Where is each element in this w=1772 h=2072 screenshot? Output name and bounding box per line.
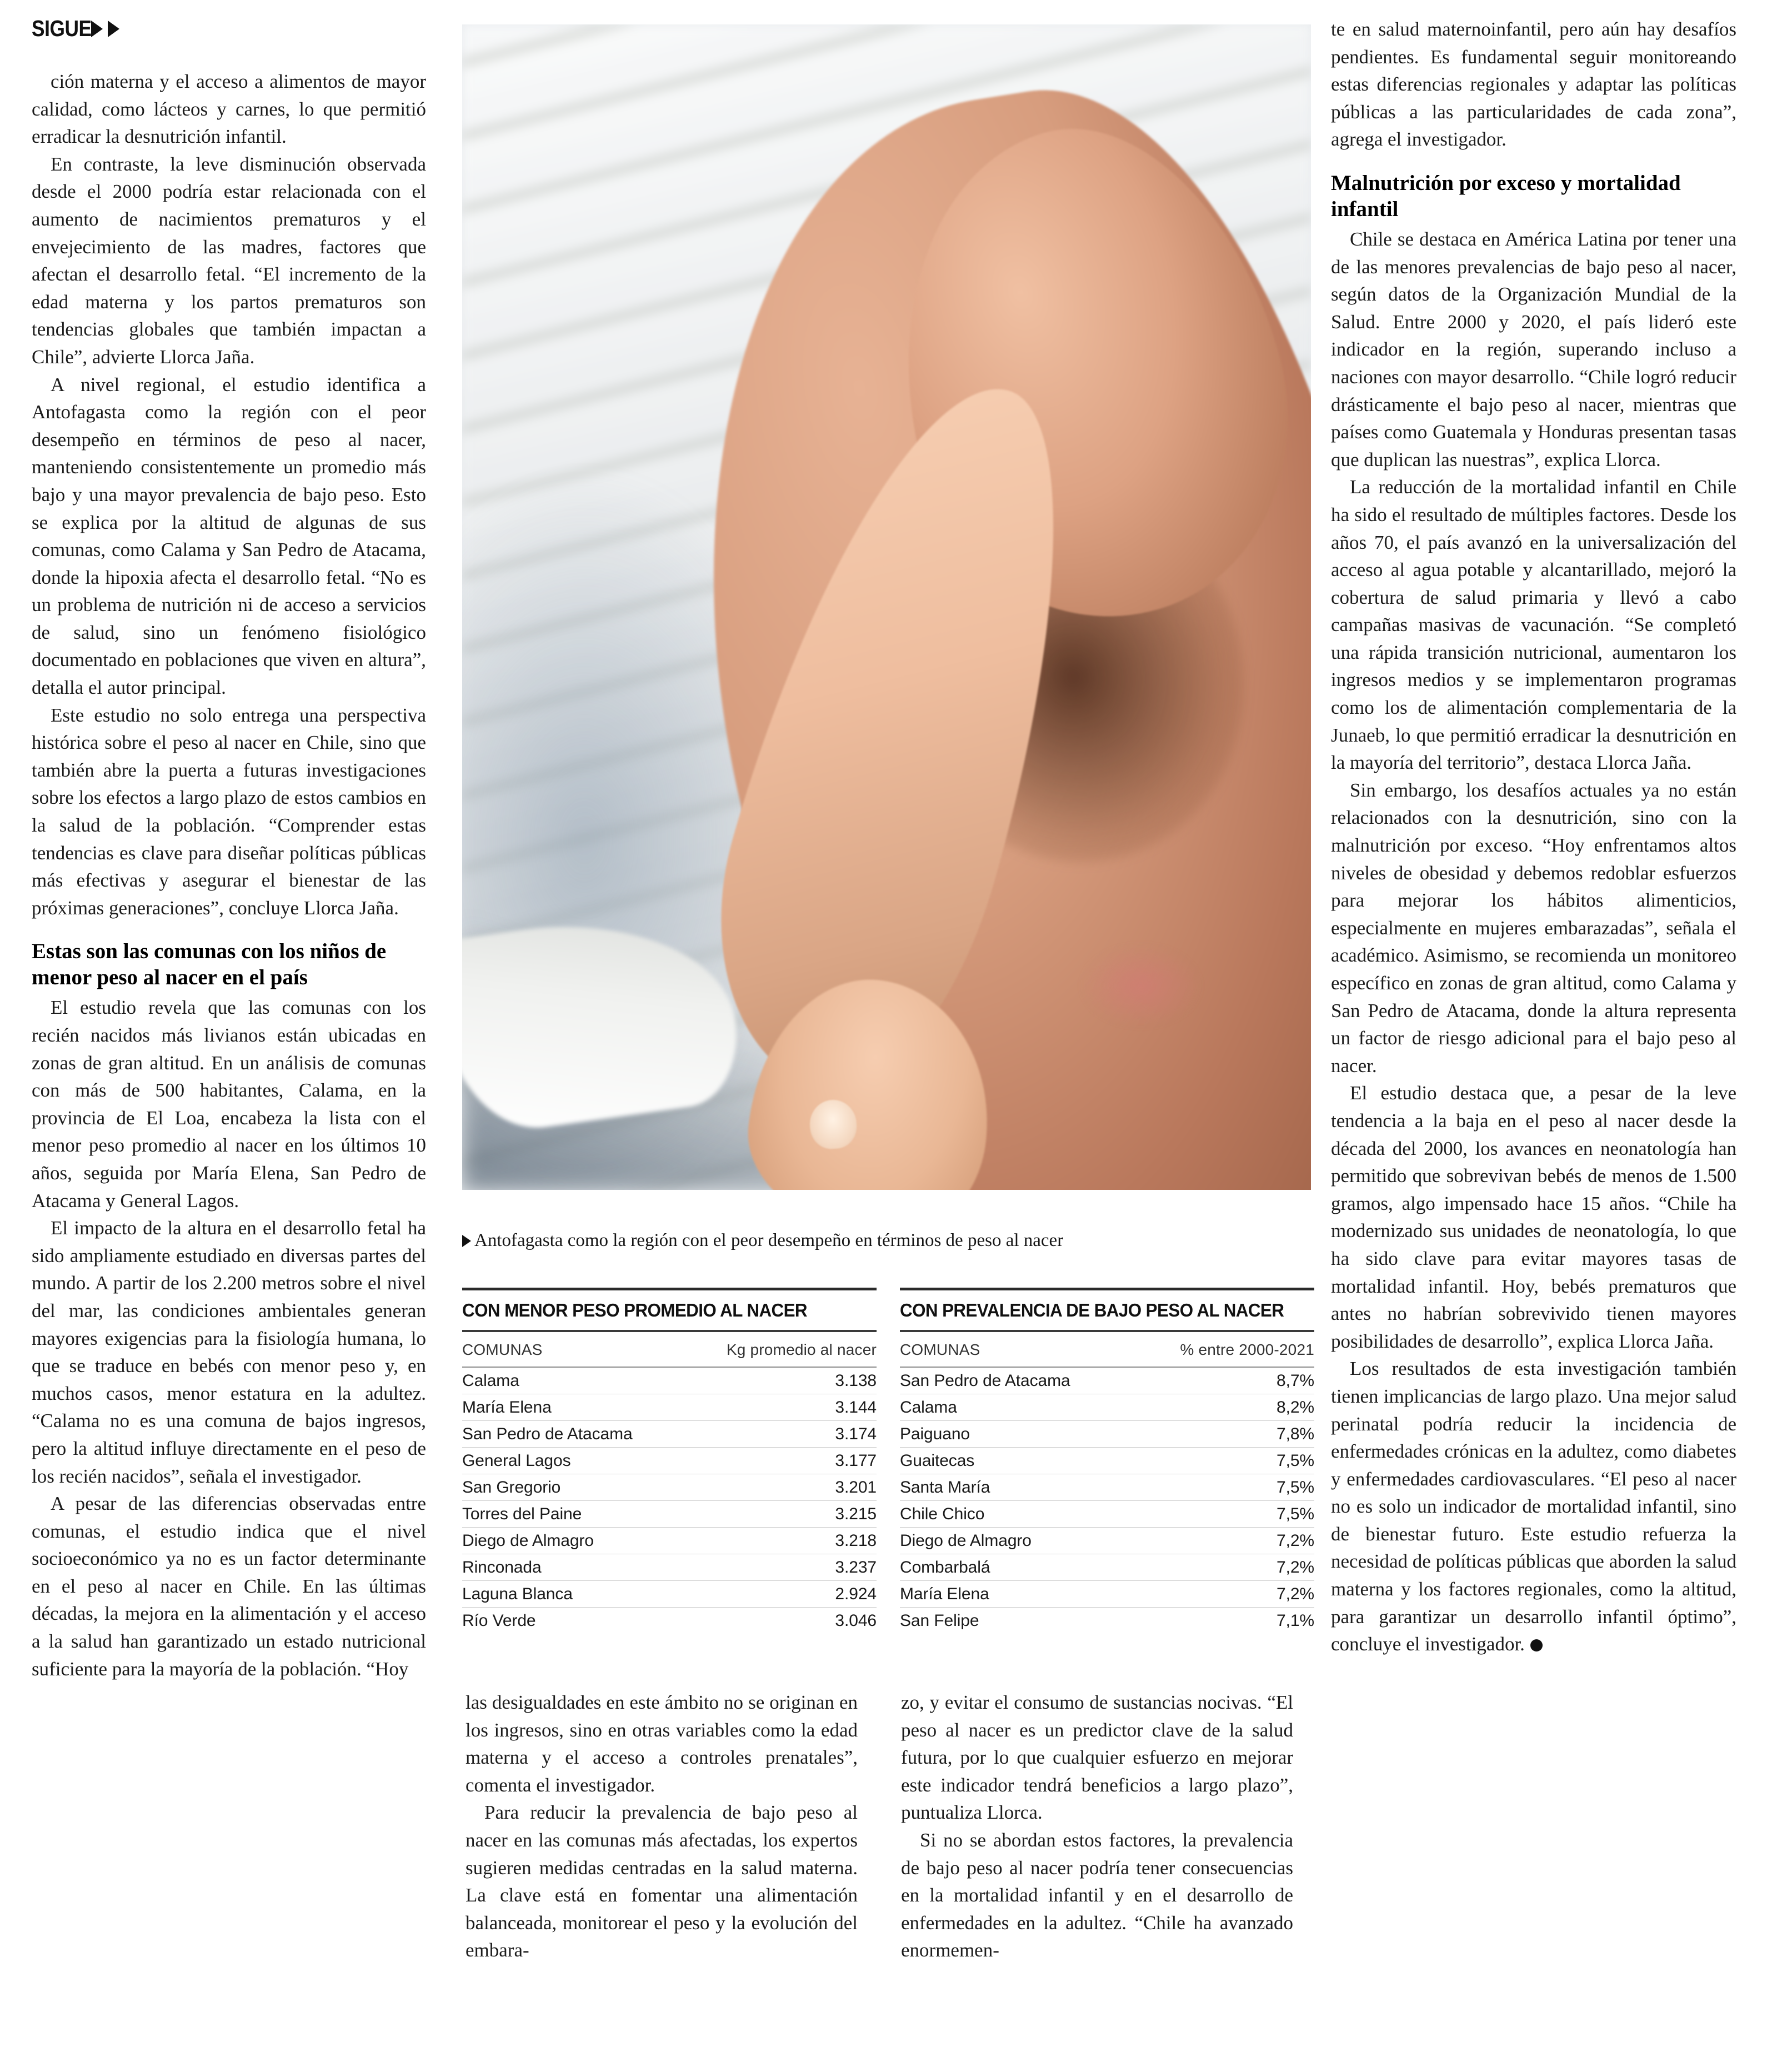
table-row xyxy=(900,1394,1314,1421)
paragraph: Este estudio no solo entrega una perspectiva histórica sobre el peso al nacer en Chile, sino que también abre la puerta a futuras investigaciones sobre los efectos a largo plazo de estos cambios en la salud de la población. “Comprender estas tendencias es clave para diseñar políticas públicas más efectivas y asegurar el bienestar de las próximas generaciones”, concluye Llorca Jaña. xyxy=(32,704,426,919)
table-row xyxy=(462,1394,877,1421)
triangle-right-icon xyxy=(91,21,103,37)
table-row xyxy=(462,1581,877,1608)
table-cell-value: 7,2% xyxy=(1277,1585,1314,1603)
table-cell-value: 3.218 xyxy=(835,1532,877,1550)
table-cell-value: 7,8% xyxy=(1277,1425,1314,1443)
paragraph: ción materna y el acceso a alimentos de mayor calidad, como lácteos y carnes, lo que permitió erradicar la desnutrición infantil. xyxy=(32,71,426,148)
article-column-4 xyxy=(1331,16,1736,1658)
table-cell-value: 2.924 xyxy=(835,1585,877,1603)
table-cell-comuna: San Pedro de Atacama xyxy=(900,1372,1070,1390)
table-cell-value: 7,2% xyxy=(1277,1532,1314,1550)
table-cell-comuna: Laguna Blanca xyxy=(462,1585,573,1603)
table-cell-comuna: Combarbalá xyxy=(900,1558,990,1576)
section-subhead: Estas son las comunas con los niños de menor peso al nacer en el país xyxy=(32,939,387,990)
table-row xyxy=(900,1501,1314,1528)
table-cell-value: 7,5% xyxy=(1277,1505,1314,1523)
table-cell-value: 7,5% xyxy=(1277,1478,1314,1497)
table-cell-comuna: Diego de Almagro xyxy=(900,1532,1032,1550)
table-cell-value: 3.138 xyxy=(835,1372,877,1390)
table-title: CON MENOR PESO PROMEDIO AL NACER xyxy=(462,1300,808,1320)
table-cell-value: 3.177 xyxy=(835,1452,877,1470)
table-row xyxy=(462,1554,877,1581)
paragraph: A nivel regional, el estudio identifica a Antofagasta como la región con el peor desempeño en términos de peso al nacer, manteniendo consistentemente un promedio más bajo y una mayor prevalencia de bajo peso. Esto se explica por la altitud de algunas de sus comunas, como Calama y San Pedro de Atacama, donde la hipoxia afecta el desarrollo fetal. “No es un problema de nutrición ni de acceso a servicios de salud, sino un fenómeno fisiológico documentado en poblaciones que viven en altura”, detalla el autor principal. xyxy=(32,373,426,699)
table-cell-value: 3.144 xyxy=(835,1398,877,1417)
table-cell-comuna: María Elena xyxy=(462,1398,552,1417)
table-cell-comuna: Calama xyxy=(462,1372,519,1390)
photo-fabric-detail xyxy=(1082,945,1200,1027)
table-cell-value: 7,5% xyxy=(1277,1452,1314,1470)
article-column-2-bottom xyxy=(465,1689,858,1964)
table-header-row xyxy=(462,1332,877,1367)
table-row xyxy=(900,1421,1314,1448)
table-row xyxy=(900,1554,1314,1581)
paragraph: Si no se abordan estos factores, la prevalencia de bajo peso al nacer podría tener consecuencias en la mortalidad infantil y en el desarrollo de enfermedades en la adultez. “Chile ha avanzado enormemen- xyxy=(901,1829,1293,1961)
paragraph: El impacto de la altura en el desarrollo fetal ha sido ampliamente estudiado en diversas partes del mundo. A partir de los 2.200 metros sobre el nivel del mar, las condiciones ambientales generan mayores exigencias para la fisiología humana, lo que se traduce en bebés con menor peso y, en muchos casos, menor estatura en la adultez. “Calama no es una comuna de bajos ingresos, pero la altitud influye directamente en el peso de los recién nacidos”, señala el investigador. xyxy=(32,1217,426,1487)
table-menor-peso-promedio xyxy=(462,1288,877,1634)
paragraph: La reducción de la mortalidad infantil en Chile ha sido el resultado de múltiples factores. Desde los años 70, el país avanzó en la universalización del acceso al agua potable y alcantarillado, mejoró la cobertura de salud primaria y llevó a cabo campañas masivas de vacunación. “Se completó una rápida transición nutricional, aumentaron los ingresos medios y se implementaron programas como los de alimentación complementaria de la Junaeb, lo que permitió erradicar la desnutrición en la mayoría del territorio”, destaca Llorca Jaña. xyxy=(1331,476,1736,774)
table-cell-comuna: Diego de Almagro xyxy=(462,1532,594,1550)
table-cell-comuna: Santa María xyxy=(900,1478,990,1497)
paragraph: Para reducir la prevalencia de bajo peso al nacer en las comunas más afectadas, los expertos sugieren medidas centradas en la salud materna. La clave está en fomentar una alimentación balanceada, monitorear el peso y la evolución del embara- xyxy=(465,1801,858,1961)
sigue-label: SIGUE xyxy=(32,16,92,41)
table-cell-value: 3.046 xyxy=(835,1611,877,1630)
table-row xyxy=(900,1448,1314,1474)
table-row xyxy=(462,1368,877,1394)
table-cell-comuna: Torres del Paine xyxy=(462,1505,582,1523)
table-cell-comuna: General Lagos xyxy=(462,1452,571,1470)
article-column-3-bottom xyxy=(901,1689,1293,1964)
table-header-comunas: COMUNAS xyxy=(462,1341,543,1358)
photo-caption-text: Antofagasta como la región con el peor desempeño en términos de peso al nacer xyxy=(474,1230,1064,1250)
table-row xyxy=(462,1448,877,1474)
paragraph: En contraste, la leve disminución observada desde el 2000 podría estar relacionada con el aumento de nacimientos prematuros y el envejecimiento de las madres, factores que afectan el desarrollo fetal. “El incremento de la edad materna y los partos prematuros son tendencias globales que también impactan a Chile”, advierte Llorca Jaña. xyxy=(32,153,426,368)
table-row xyxy=(462,1501,877,1528)
table-cell-value: 8,2% xyxy=(1277,1398,1314,1417)
table-body xyxy=(900,1368,1314,1634)
table-cell-value: 7,1% xyxy=(1277,1611,1314,1630)
table-cell-comuna: San Felipe xyxy=(900,1611,979,1630)
triangle-right-icon xyxy=(462,1235,471,1247)
sigue-kicker xyxy=(32,16,119,42)
table-header-row xyxy=(900,1332,1314,1367)
table-cell-comuna: San Gregorio xyxy=(462,1478,561,1497)
article-photo xyxy=(462,24,1311,1190)
table-prevalencia-bajo-peso xyxy=(900,1288,1314,1634)
table-cell-comuna: Río Verde xyxy=(462,1611,536,1630)
paragraph: Los resultados de esta investigación también tienen implicancias de largo plazo. Una mejor salud perinatal podría reducir la incidencia de enfermedades crónicas en la adultez, como diabetes y enfermedades cardiovasculares. “El peso al nacer no es solo un indicador de mortalidad infantil, sino de bienestar futuro. Este estudio refuerza la necesidad de políticas públicas que aborden la salud materna y los factores regionales, como la altitud, para garantizar un desarrollo infantil óptimo”, concluye el investigador. xyxy=(1331,1358,1736,1655)
photo-caption xyxy=(462,1229,1314,1252)
table-cell-comuna: Paiguano xyxy=(900,1425,970,1443)
table-cell-comuna: Guaitecas xyxy=(900,1452,975,1470)
article-column-1 xyxy=(32,68,426,1683)
table-cell-value: 7,2% xyxy=(1277,1558,1314,1576)
photo-image xyxy=(462,24,1311,1190)
table-title: CON PREVALENCIA DE BAJO PESO AL NACER xyxy=(900,1300,1284,1320)
table-row xyxy=(462,1474,877,1501)
paragraph: las desigualdades en este ámbito no se originan en los ingresos, sino en otras variables como la edad materna y el acceso a controles prenatales”, comenta el investigador. xyxy=(465,1691,858,1796)
paragraph: El estudio revela que las comunas con los recién nacidos más livianos están ubicadas en zonas de gran altitud. En un análisis de comunas con más de 500 habitantes, Calama, en la provincia de El Loa, encabeza la lista con el menor peso promedio al nacer en los últimos 10 años, seguida por María Elena, San Pedro de Atacama y General Lagos. xyxy=(32,997,426,1212)
triangle-right-icon xyxy=(108,21,119,37)
table-header-value: % entre 2000-2021 xyxy=(1180,1341,1314,1358)
table-row xyxy=(900,1528,1314,1554)
table-body xyxy=(462,1368,877,1634)
table-cell-value: 8,7% xyxy=(1277,1372,1314,1390)
table-row xyxy=(462,1608,877,1634)
paragraph: Chile se destaca en América Latina por tener una de las menores prevalencias de bajo peso al nacer, según datos de la Organización Mundial de la Salud. Entre 2000 y 2020, el país lideró este indicador en la región, superando incluso a naciones con mayor desarrollo. “Chile logró reducir drásticamente el bajo peso al nacer, mientras que países como Guatemala y Honduras presentan tasas que duplican las nuestras”, explica Llorca. xyxy=(1331,228,1736,471)
table-header-comunas: COMUNAS xyxy=(900,1341,980,1358)
table-row xyxy=(900,1474,1314,1501)
end-of-article-dot xyxy=(1530,1639,1543,1651)
table-cell-value: 3.174 xyxy=(835,1425,877,1443)
paragraph: te en salud maternoinfantil, pero aún hay desafíos pendientes. Es fundamental seguir monitoreando estas diferencias regionales y adaptar las políticas públicas a las particularidades de cada zona”, agrega el investigador. xyxy=(1331,18,1736,151)
table-cell-comuna: San Pedro de Atacama xyxy=(462,1425,633,1443)
table-header-value: Kg promedio al nacer xyxy=(726,1341,877,1358)
table-cell-value: 3.237 xyxy=(835,1558,877,1576)
paragraph: zo, y evitar el consumo de sustancias nocivas. “El peso al nacer es un predictor clave de la salud futura, por lo que cualquier esfuerzo en mejorar este indicador tendrá beneficios a largo plazo”, puntualiza Llorca. xyxy=(901,1691,1293,1824)
table-row xyxy=(900,1368,1314,1394)
table-cell-value: 3.215 xyxy=(835,1505,877,1523)
section-subhead: Malnutrición por exceso y mortalidad infantil xyxy=(1331,171,1681,221)
table-cell-value: 3.201 xyxy=(835,1478,877,1497)
table-cell-comuna: María Elena xyxy=(900,1585,989,1603)
table-cell-comuna: Calama xyxy=(900,1398,957,1417)
table-cell-comuna: Rinconada xyxy=(462,1558,542,1576)
paragraph: A pesar de las diferencias observadas entre comunas, el estudio indica que el nivel socioeconómico ya no es un factor determinante en el peso al nacer en Chile. En las últimas décadas, la mejora en la alimentación y el acceso a la salud han garantizado un estado nutricional suficiente para la mayoría de la población. “Hoy xyxy=(32,1493,426,1680)
table-row xyxy=(462,1528,877,1554)
sigue-arrows xyxy=(91,21,119,37)
table-row xyxy=(900,1608,1314,1634)
paragraph: El estudio destaca que, a pesar de la leve tendencia a la baja en el peso al nacer desde la década del 2000, los avances en neonatología han permitido que sobrevivan bebés de menos de 1.500 gramos, algo impensado hace 15 años. “Chile ha modernizado sus unidades de neonatología, lo que ha sido clave para evitar mayores tasas de mortalidad infantil. Hoy, bebés prematuros que antes no habrían sobrevivido tienen mayores posibilidades de desarrollo”, explica Llorca Jaña. xyxy=(1331,1082,1736,1352)
table-cell-comuna: Chile Chico xyxy=(900,1505,985,1523)
table-row xyxy=(900,1581,1314,1608)
table-row xyxy=(462,1421,877,1448)
paragraph: Sin embargo, los desafíos actuales ya no están relacionados con la desnutrición, sino con la malnutrición por exceso. “Hoy enfrentamos altos niveles de obesidad y debemos redoblar esfuerzos para mejorar los hábitos alimenticios, especialmente en mujeres embarazadas”, señala el académico. Asimismo, se recomienda un monitoreo específico en zonas de gran altitud, como Calama y San Pedro de Atacama, donde la altura representa un factor de riesgo adicional para el bajo peso al nacer. xyxy=(1331,779,1736,1077)
